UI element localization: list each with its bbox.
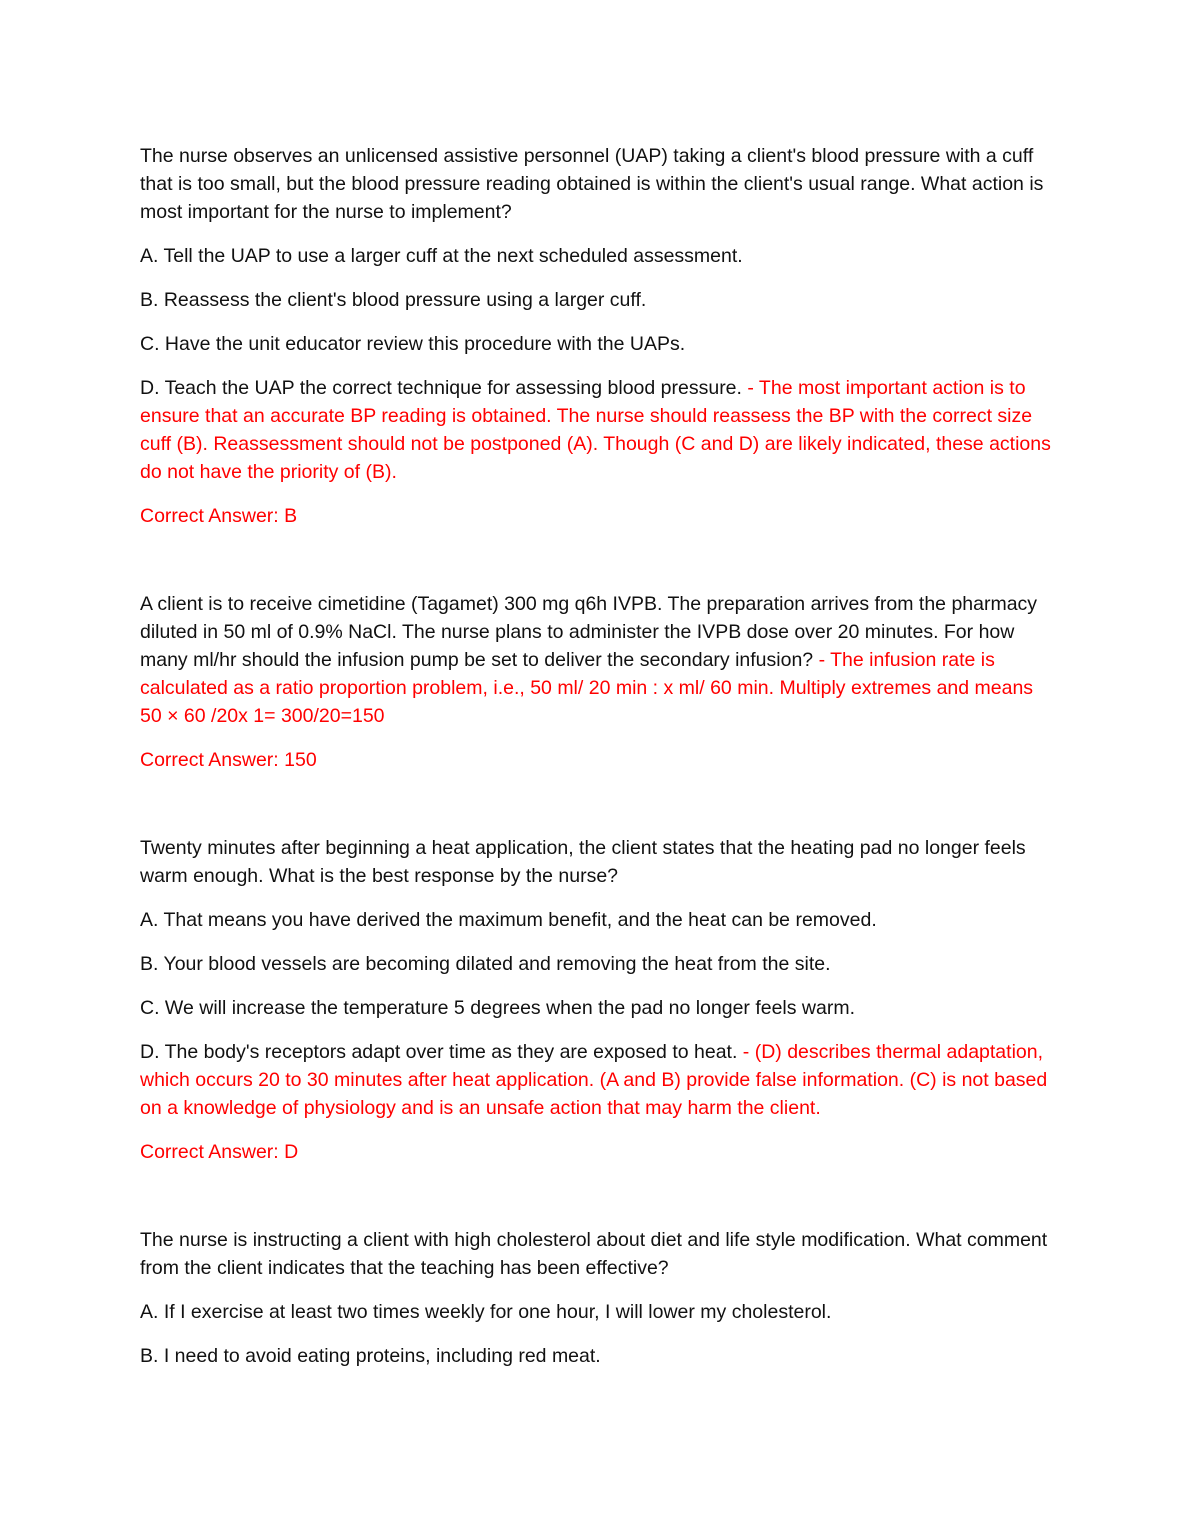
question-stem: Twenty minutes after beginning a heat application, the client states that the heating pad no longer feels warm enough. What is the best response by the nurse? [140, 837, 1026, 887]
answer-option: B. Your blood vessels are becoming dilated and removing the heat from the site. [140, 953, 831, 975]
correct-answer: Correct Answer: D [140, 1141, 299, 1163]
rationale-text: - The infusion rate is calculated as a ratio proportion problem, i.e., 50 ml/ 20 min : x ml/ 60 min. Multiply extremes and means 50 × 60 /20x 1= 300/20=150 [140, 649, 1034, 727]
question-stem: The nurse observes an unlicensed assistive personnel (UAP) taking a client's blood pressure with a cuff that is too small, but the blood pressure reading obtained is within the client's usual range. What action is most important for the nurse to implement? [140, 145, 1044, 223]
answer-option: A. If I exercise at least two times weekly for one hour, I will lower my cholesterol. [140, 1301, 832, 1323]
question-block [140, 142, 1052, 530]
document-page [140, 142, 1052, 1386]
answer-option: C. We will increase the temperature 5 degrees when the pad no longer feels warm. [140, 997, 856, 1019]
answer-option-with-rationale [140, 1038, 1052, 1122]
question-block [140, 1226, 1052, 1370]
rationale-text: - The most important action is to ensure that an accurate BP reading is obtained. The nurse should reassess the BP with the correct size cuff (B). Reassessment should not be postponed (A). Though (C and D) are likely indicated, these actions do not have the priority of (B). [140, 377, 1051, 483]
answer-option: B. Reassess the client's blood pressure using a larger cuff. [140, 289, 647, 311]
question-spacer [140, 790, 1052, 834]
question-stem-with-rationale [140, 590, 1052, 730]
question-block [140, 834, 1052, 1166]
correct-answer: Correct Answer: B [140, 505, 298, 527]
question-stem: A client is to receive cimetidine (Tagamet) 300 mg q6h IVPB. The preparation arrives from the pharmacy diluted in 50 ml of 0.9% NaCl. The nurse plans to administer the IVPB dose over 20 minutes. For how many ml/hr should the infusion pump be set to deliver the secondary infusion? [140, 593, 1038, 671]
answer-option: C. Have the unit educator review this procedure with the UAPs. [140, 333, 686, 355]
question-spacer [140, 1182, 1052, 1226]
answer-option: B. I need to avoid eating proteins, including red meat. [140, 1345, 601, 1367]
answer-option: D. Teach the UAP the correct technique for assessing blood pressure. [140, 377, 742, 399]
rationale-text: - (D) describes thermal adaptation, which occurs 20 to 30 minutes after heat application. (A and B) provide false information. (C) is not based on a knowledge of physiology and is an unsafe action that may harm the client. [140, 1041, 1048, 1119]
answer-option: A. Tell the UAP to use a larger cuff at the next scheduled assessment. [140, 245, 743, 267]
question-stem: The nurse is instructing a client with high cholesterol about diet and life style modification. What comment from the client indicates that the teaching has been effective? [140, 1229, 1048, 1279]
answer-option-with-rationale [140, 374, 1052, 486]
question-block [140, 590, 1052, 774]
question-spacer [140, 546, 1052, 590]
answer-option: A. That means you have derived the maximum benefit, and the heat can be removed. [140, 909, 877, 931]
answer-option: D. The body's receptors adapt over time as they are exposed to heat. [140, 1041, 738, 1063]
correct-answer: Correct Answer: 150 [140, 749, 317, 771]
